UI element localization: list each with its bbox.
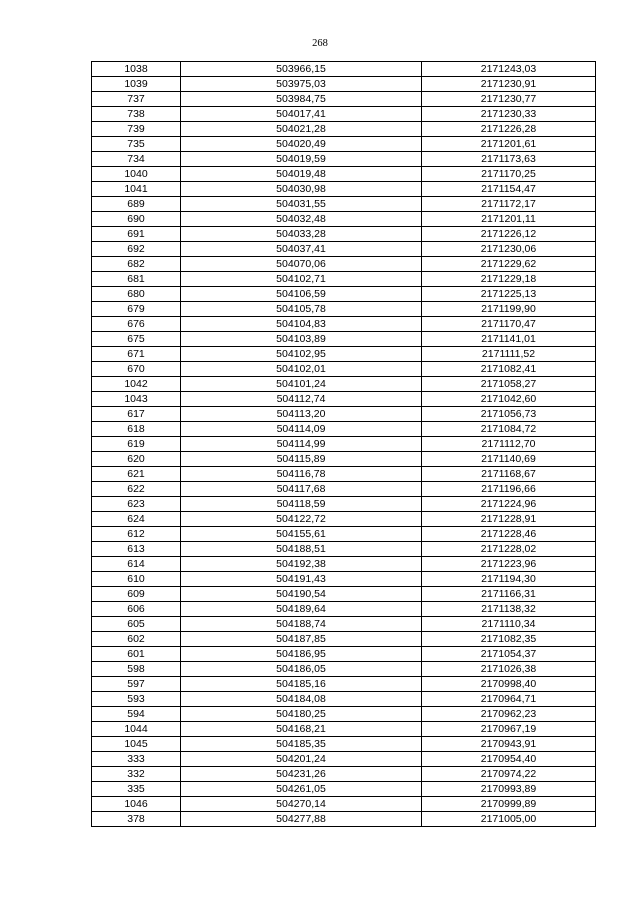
y-coordinate-cell: 2171243,03 <box>422 62 596 77</box>
table-row <box>92 677 596 692</box>
x-coordinate-cell: 504103,89 <box>181 332 422 347</box>
point-number-cell: 622 <box>92 482 181 497</box>
y-coordinate-cell: 2171154,47 <box>422 182 596 197</box>
y-coordinate-cell: 2171111,52 <box>422 347 596 362</box>
x-coordinate-cell: 504201,24 <box>181 752 422 767</box>
x-coordinate-cell: 504102,71 <box>181 272 422 287</box>
x-coordinate-cell: 504017,41 <box>181 107 422 122</box>
x-coordinate-cell: 504101,24 <box>181 377 422 392</box>
table-row <box>92 437 596 452</box>
x-coordinate-cell: 503975,03 <box>181 77 422 92</box>
table-row <box>92 287 596 302</box>
x-coordinate-cell: 504019,59 <box>181 152 422 167</box>
y-coordinate-cell: 2171172,17 <box>422 197 596 212</box>
point-number-cell: 737 <box>92 92 181 107</box>
point-number-cell: 1046 <box>92 797 181 812</box>
x-coordinate-cell: 504102,95 <box>181 347 422 362</box>
y-coordinate-cell: 2171225,13 <box>422 287 596 302</box>
y-coordinate-cell: 2170998,40 <box>422 677 596 692</box>
point-number-cell: 602 <box>92 632 181 647</box>
table-row <box>92 812 596 827</box>
y-coordinate-cell: 2171230,33 <box>422 107 596 122</box>
point-number-cell: 1040 <box>92 167 181 182</box>
y-coordinate-cell: 2171230,91 <box>422 77 596 92</box>
point-number-cell: 690 <box>92 212 181 227</box>
table-row <box>92 347 596 362</box>
table-row <box>92 512 596 527</box>
table-row <box>92 767 596 782</box>
x-coordinate-cell: 504155,61 <box>181 527 422 542</box>
point-number-cell: 735 <box>92 137 181 152</box>
y-coordinate-cell: 2171224,96 <box>422 497 596 512</box>
point-number-cell: 619 <box>92 437 181 452</box>
y-coordinate-cell: 2171170,47 <box>422 317 596 332</box>
point-number-cell: 692 <box>92 242 181 257</box>
y-coordinate-cell: 2171226,12 <box>422 227 596 242</box>
x-coordinate-cell: 504180,25 <box>181 707 422 722</box>
table-row <box>92 557 596 572</box>
table-row <box>92 332 596 347</box>
x-coordinate-cell: 504122,72 <box>181 512 422 527</box>
point-number-cell: 689 <box>92 197 181 212</box>
point-number-cell: 679 <box>92 302 181 317</box>
y-coordinate-cell: 2170943,91 <box>422 737 596 752</box>
table-row <box>92 662 596 677</box>
x-coordinate-cell: 504185,35 <box>181 737 422 752</box>
point-number-cell: 734 <box>92 152 181 167</box>
point-number-cell: 1038 <box>92 62 181 77</box>
x-coordinate-cell: 504037,41 <box>181 242 422 257</box>
table-row <box>92 632 596 647</box>
point-number-cell: 1041 <box>92 182 181 197</box>
point-number-cell: 1045 <box>92 737 181 752</box>
point-number-cell: 613 <box>92 542 181 557</box>
point-number-cell: 738 <box>92 107 181 122</box>
point-number-cell: 601 <box>92 647 181 662</box>
y-coordinate-cell: 2171042,60 <box>422 392 596 407</box>
table-row <box>92 272 596 287</box>
table-row <box>92 392 596 407</box>
y-coordinate-cell: 2171201,61 <box>422 137 596 152</box>
x-coordinate-cell: 504231,26 <box>181 767 422 782</box>
table-row <box>92 452 596 467</box>
table-row <box>92 77 596 92</box>
x-coordinate-cell: 504261,05 <box>181 782 422 797</box>
y-coordinate-cell: 2171168,67 <box>422 467 596 482</box>
y-coordinate-cell: 2170962,23 <box>422 707 596 722</box>
table-row <box>92 212 596 227</box>
y-coordinate-cell: 2171054,37 <box>422 647 596 662</box>
y-coordinate-cell: 2170967,19 <box>422 722 596 737</box>
point-number-cell: 609 <box>92 587 181 602</box>
point-number-cell: 593 <box>92 692 181 707</box>
x-coordinate-cell: 504030,98 <box>181 182 422 197</box>
table-row <box>92 92 596 107</box>
table-row <box>92 527 596 542</box>
x-coordinate-cell: 504270,14 <box>181 797 422 812</box>
x-coordinate-cell: 504070,06 <box>181 257 422 272</box>
point-number-cell: 610 <box>92 572 181 587</box>
y-coordinate-cell: 2171026,38 <box>422 662 596 677</box>
y-coordinate-cell: 2171230,77 <box>422 92 596 107</box>
x-coordinate-cell: 504187,85 <box>181 632 422 647</box>
table-row <box>92 197 596 212</box>
y-coordinate-cell: 2171230,06 <box>422 242 596 257</box>
x-coordinate-cell: 504114,99 <box>181 437 422 452</box>
table-row <box>92 182 596 197</box>
y-coordinate-cell: 2171140,69 <box>422 452 596 467</box>
y-coordinate-cell: 2171084,72 <box>422 422 596 437</box>
y-coordinate-cell: 2171082,35 <box>422 632 596 647</box>
y-coordinate-cell: 2171056,73 <box>422 407 596 422</box>
y-coordinate-cell: 2171196,66 <box>422 482 596 497</box>
point-number-cell: 335 <box>92 782 181 797</box>
table-row <box>92 362 596 377</box>
y-coordinate-cell: 2171229,18 <box>422 272 596 287</box>
coordinates-table <box>91 61 596 827</box>
point-number-cell: 680 <box>92 287 181 302</box>
x-coordinate-cell: 504168,21 <box>181 722 422 737</box>
y-coordinate-cell: 2171166,31 <box>422 587 596 602</box>
point-number-cell: 594 <box>92 707 181 722</box>
x-coordinate-cell: 503984,75 <box>181 92 422 107</box>
x-coordinate-cell: 504189,64 <box>181 602 422 617</box>
point-number-cell: 332 <box>92 767 181 782</box>
x-coordinate-cell: 504021,28 <box>181 122 422 137</box>
x-coordinate-cell: 504019,48 <box>181 167 422 182</box>
y-coordinate-cell: 2170964,71 <box>422 692 596 707</box>
point-number-cell: 739 <box>92 122 181 137</box>
y-coordinate-cell: 2171170,25 <box>422 167 596 182</box>
point-number-cell: 614 <box>92 557 181 572</box>
point-number-cell: 671 <box>92 347 181 362</box>
table-row <box>92 797 596 812</box>
x-coordinate-cell: 504033,28 <box>181 227 422 242</box>
y-coordinate-cell: 2171173,63 <box>422 152 596 167</box>
x-coordinate-cell: 504115,89 <box>181 452 422 467</box>
table-row <box>92 422 596 437</box>
coordinates-table-body <box>92 62 596 827</box>
point-number-cell: 597 <box>92 677 181 692</box>
y-coordinate-cell: 2171228,46 <box>422 527 596 542</box>
table-row <box>92 647 596 662</box>
point-number-cell: 681 <box>92 272 181 287</box>
table-row <box>92 617 596 632</box>
y-coordinate-cell: 2171226,28 <box>422 122 596 137</box>
table-row <box>92 377 596 392</box>
table-row <box>92 542 596 557</box>
table-row <box>92 167 596 182</box>
x-coordinate-cell: 504118,59 <box>181 497 422 512</box>
x-coordinate-cell: 504114,09 <box>181 422 422 437</box>
x-coordinate-cell: 504032,48 <box>181 212 422 227</box>
y-coordinate-cell: 2170974,22 <box>422 767 596 782</box>
table-row <box>92 737 596 752</box>
page-number: 268 <box>312 38 328 49</box>
x-coordinate-cell: 504104,83 <box>181 317 422 332</box>
x-coordinate-cell: 504186,05 <box>181 662 422 677</box>
y-coordinate-cell: 2170954,40 <box>422 752 596 767</box>
point-number-cell: 1043 <box>92 392 181 407</box>
x-coordinate-cell: 504192,38 <box>181 557 422 572</box>
x-coordinate-cell: 504106,59 <box>181 287 422 302</box>
table-row <box>92 692 596 707</box>
point-number-cell: 624 <box>92 512 181 527</box>
point-number-cell: 682 <box>92 257 181 272</box>
y-coordinate-cell: 2171110,34 <box>422 617 596 632</box>
point-number-cell: 1044 <box>92 722 181 737</box>
point-number-cell: 618 <box>92 422 181 437</box>
x-coordinate-cell: 504188,74 <box>181 617 422 632</box>
table-row <box>92 137 596 152</box>
y-coordinate-cell: 2171112,70 <box>422 437 596 452</box>
table-row <box>92 482 596 497</box>
table-row <box>92 302 596 317</box>
table-row <box>92 62 596 77</box>
table-row <box>92 227 596 242</box>
table-row <box>92 317 596 332</box>
x-coordinate-cell: 504113,20 <box>181 407 422 422</box>
point-number-cell: 1039 <box>92 77 181 92</box>
table-row <box>92 572 596 587</box>
x-coordinate-cell: 504117,68 <box>181 482 422 497</box>
table-row <box>92 782 596 797</box>
point-number-cell: 605 <box>92 617 181 632</box>
table-row <box>92 122 596 137</box>
table-row <box>92 602 596 617</box>
y-coordinate-cell: 2171058,27 <box>422 377 596 392</box>
table-row <box>92 707 596 722</box>
table-row <box>92 242 596 257</box>
x-coordinate-cell: 504031,55 <box>181 197 422 212</box>
table-row <box>92 722 596 737</box>
y-coordinate-cell: 2171141,01 <box>422 332 596 347</box>
x-coordinate-cell: 504112,74 <box>181 392 422 407</box>
x-coordinate-cell: 504102,01 <box>181 362 422 377</box>
y-coordinate-cell: 2171223,96 <box>422 557 596 572</box>
y-coordinate-cell: 2171082,41 <box>422 362 596 377</box>
y-coordinate-cell: 2171138,32 <box>422 602 596 617</box>
table-row <box>92 107 596 122</box>
point-number-cell: 676 <box>92 317 181 332</box>
table-row <box>92 152 596 167</box>
point-number-cell: 623 <box>92 497 181 512</box>
x-coordinate-cell: 504185,16 <box>181 677 422 692</box>
x-coordinate-cell: 504116,78 <box>181 467 422 482</box>
x-coordinate-cell: 504184,08 <box>181 692 422 707</box>
point-number-cell: 606 <box>92 602 181 617</box>
table-row <box>92 497 596 512</box>
table-row <box>92 587 596 602</box>
x-coordinate-cell: 504190,54 <box>181 587 422 602</box>
point-number-cell: 598 <box>92 662 181 677</box>
x-coordinate-cell: 504105,78 <box>181 302 422 317</box>
x-coordinate-cell: 504188,51 <box>181 542 422 557</box>
y-coordinate-cell: 2170999,89 <box>422 797 596 812</box>
x-coordinate-cell: 504186,95 <box>181 647 422 662</box>
y-coordinate-cell: 2170993,89 <box>422 782 596 797</box>
point-number-cell: 333 <box>92 752 181 767</box>
y-coordinate-cell: 2171229,62 <box>422 257 596 272</box>
table-row <box>92 752 596 767</box>
table-row <box>92 467 596 482</box>
y-coordinate-cell: 2171201,11 <box>422 212 596 227</box>
table-row <box>92 257 596 272</box>
x-coordinate-cell: 504277,88 <box>181 812 422 827</box>
point-number-cell: 378 <box>92 812 181 827</box>
x-coordinate-cell: 504191,43 <box>181 572 422 587</box>
point-number-cell: 670 <box>92 362 181 377</box>
y-coordinate-cell: 2171199,90 <box>422 302 596 317</box>
y-coordinate-cell: 2171005,00 <box>422 812 596 827</box>
x-coordinate-cell: 504020,49 <box>181 137 422 152</box>
y-coordinate-cell: 2171228,02 <box>422 542 596 557</box>
y-coordinate-cell: 2171194,30 <box>422 572 596 587</box>
point-number-cell: 675 <box>92 332 181 347</box>
point-number-cell: 1042 <box>92 377 181 392</box>
point-number-cell: 617 <box>92 407 181 422</box>
point-number-cell: 612 <box>92 527 181 542</box>
x-coordinate-cell: 503966,15 <box>181 62 422 77</box>
y-coordinate-cell: 2171228,91 <box>422 512 596 527</box>
point-number-cell: 620 <box>92 452 181 467</box>
table-row <box>92 407 596 422</box>
point-number-cell: 691 <box>92 227 181 242</box>
point-number-cell: 621 <box>92 467 181 482</box>
